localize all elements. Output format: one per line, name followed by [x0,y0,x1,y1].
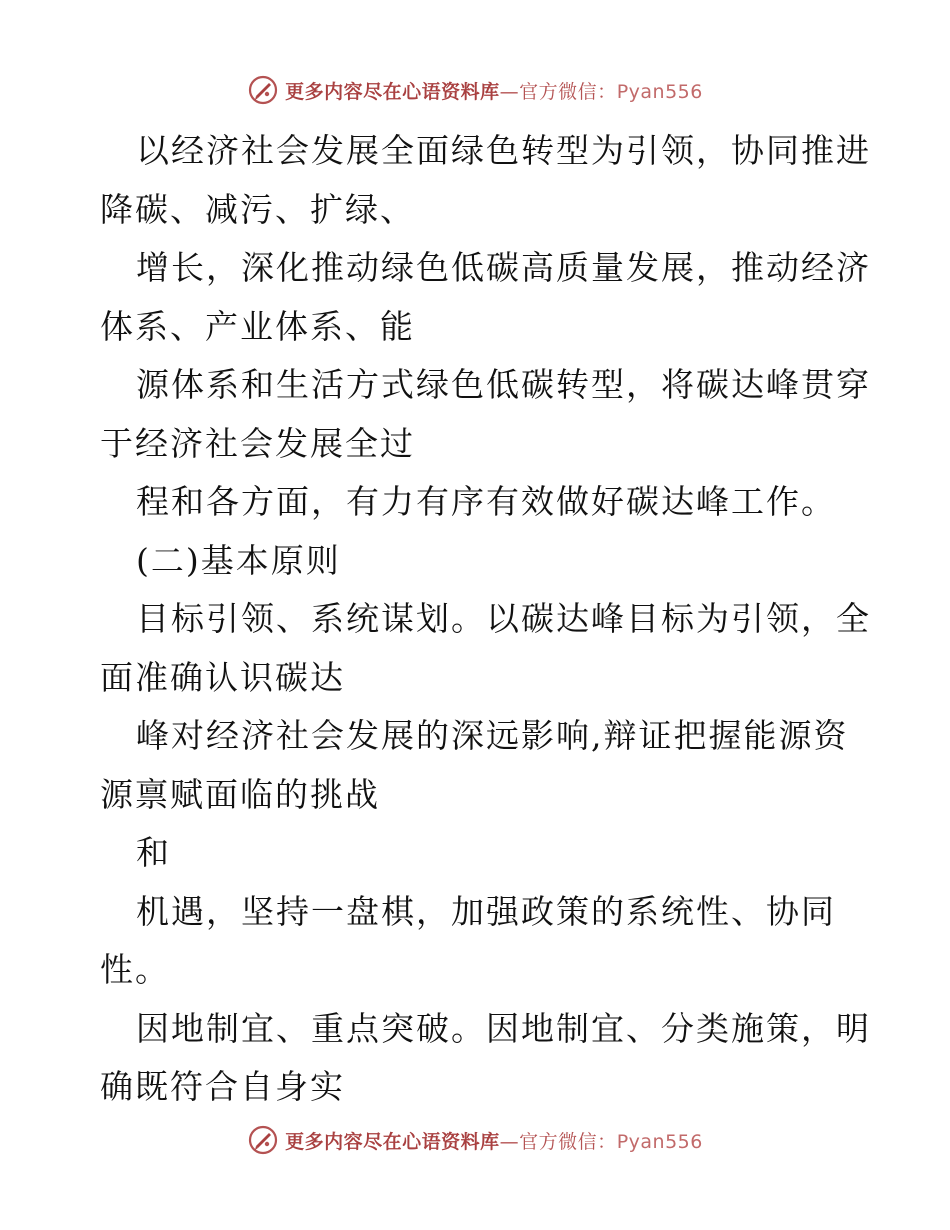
watermark-site: 更多内容尽在心语资料库 [285,1130,500,1153]
body-line: 以经济社会发展全面绿色转型为引领，协同推进 [136,131,871,170]
body-line: 程和各方面，有力有序有效做好碳达峰工作。 [136,482,836,521]
watermark-site: 更多内容尽在心语资料库 [285,80,500,103]
quill-seal-icon [247,74,279,106]
body-line: 体系、产业体系、能 [100,306,415,346]
body-line: 机遇，坚持一盘棋，加强政策的系统性、协同 [136,891,836,931]
watermark-contact-label: 官方微信： [519,1130,617,1153]
watermark-text [285,1127,703,1154]
quill-seal-icon [247,1124,279,1156]
watermark-contact-label: 官方微信： [519,80,617,103]
body-line: 目标引领、系统谋划。以碳达峰目标为引领，全 [136,599,871,638]
body-line: 源体系和生活方式绿色低碳转型，将碳达峰贯穿 [136,365,871,404]
watermark-text [285,77,703,104]
document-body [100,122,871,1117]
body-line: 因地制宜、重点突破。因地制宜、分类施策，明 [136,1008,871,1048]
body-line: 和 [136,833,171,872]
section-heading: (二)基本原则 [136,540,341,580]
body-line: 性。 [100,950,170,989]
watermark-dash: — [499,80,520,103]
body-line: 降碳、减污、扩绿、 [100,189,415,229]
body-line: 确既符合自身实 [100,1067,345,1106]
watermark-contact-id: Pyan556 [616,1130,703,1153]
footer-watermark [0,1120,950,1160]
watermark-contact-id: Pyan556 [616,80,703,103]
body-line: 增长，深化推动绿色低碳高质量发展，推动经济 [136,248,871,287]
body-line: 于经济社会发展全过 [100,423,415,463]
watermark-dash: — [499,1130,520,1153]
header-watermark [0,70,950,110]
body-line: 峰对经济社会发展的深远影响,辩证把握能源资 [136,716,849,755]
body-line: 面准确认识碳达 [100,657,345,697]
body-line: 源禀赋面临的挑战 [100,774,380,814]
